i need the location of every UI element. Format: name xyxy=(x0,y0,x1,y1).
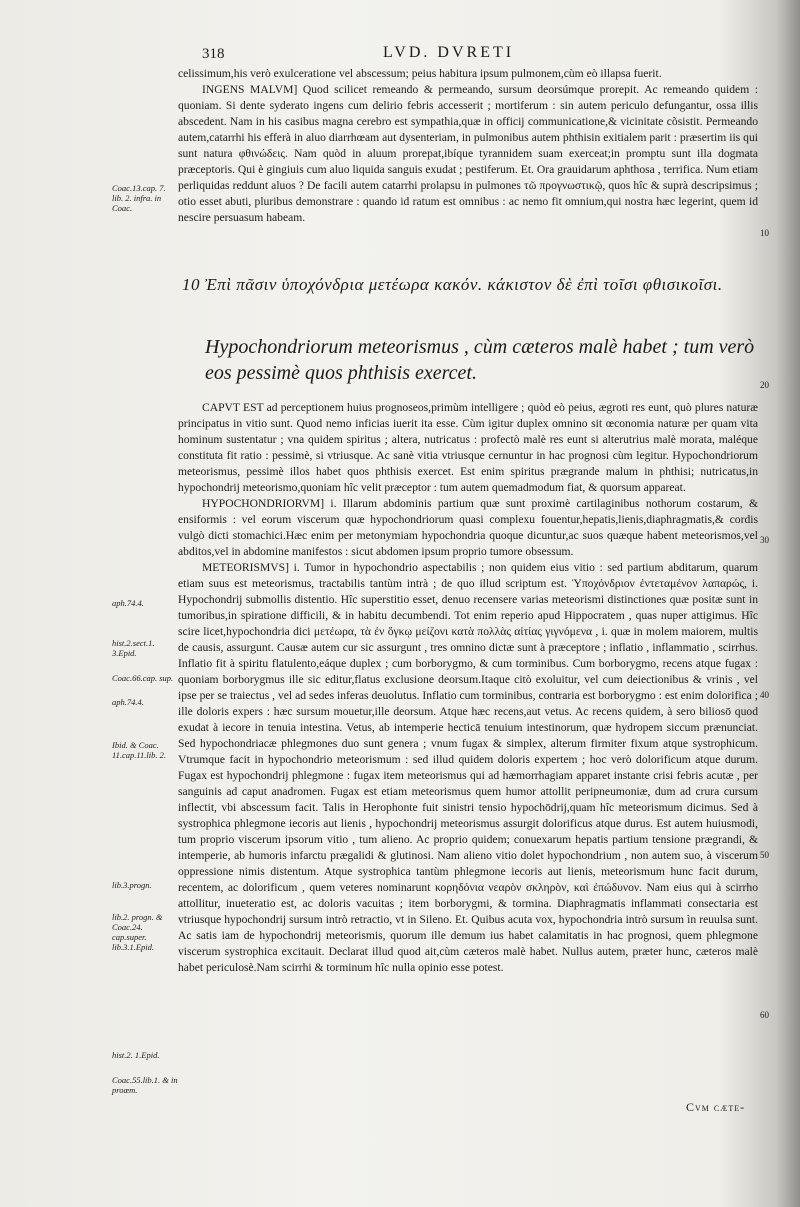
paragraph: CAPVT EST ad perceptionem huius prognoseos,primùm intelligere ; quòd eò peius, ægroti res eunt, quò plures naturæ principatus in vitio sunt. Quod nemo inficias iuerit ita esse. Cùm igitur duplex omnino sit œconomia naturæ per quam vita hominum sustentatur ; vna quidem spiritus ; altera, nutricatus : profectò malè res eunt si alterutrius malè morata, maléque constituta fit ratio : pessimè, si vtriusque. Ac sanè vitia vtriusque cernuntur in hac prognosi cùm legitur. Hypochondriorum meteorismus, pessimè illos habet quos phthisis exercet. Est enim spiritus prægrande malum in phthisi; nutricatus,in hypochondrij meteorismo,quoniam hîc velit præceptor : tum autem quemadmodum fiat, & quorsum appareat. xyxy=(178,401,758,494)
line-number: 40 xyxy=(760,690,769,700)
margin-note: Coac.13.cap. 7. lib. 2. infra. in Coac. xyxy=(112,183,166,213)
margin-note: Ibid. & Coac. 11.cap.11.lib. 2. xyxy=(112,740,166,760)
margin-note: hist.2.sect.1. 3.Epid. xyxy=(112,638,155,658)
margin-note: hist.2. 1.Epid. xyxy=(112,1050,160,1060)
commentary-section-2 xyxy=(178,400,758,976)
margin-note: lib.2. progn. & Coac.24. cap.super. lib.3.1.Epid. xyxy=(112,912,163,952)
latin-aphorism-heading: Hypochondriorum meteorismus , cùm cæteros malè habet ; tum verò eos pessimè quos phthisis exercet. xyxy=(205,336,755,384)
paragraph: celissimum,his verò exulceratione vel abscessum; peius habitura ipsum pulmonem,cùm eò illapsa fuerit. xyxy=(178,67,662,80)
margin-note: aph.74.4. xyxy=(112,598,144,608)
line-number: 50 xyxy=(760,850,769,860)
line-number: 60 xyxy=(760,1010,769,1020)
line-number: 10 xyxy=(760,228,769,238)
margin-note: Coac.55.lib.1. & in proœm. xyxy=(112,1075,178,1095)
paragraph: HYPOCHONDRIORVM] i. Illarum abdominis partium quæ sunt proximè cartilaginibus nothorum costarum, & ensiformis : vel eorum viscerum quæ hypochondriorum quasi complexu fouentur,hepatis,lienis,diaphragmatis,& cordis vulgò dicti stomachici.Hæc enim per metonymiam hypochondria quoque dicuntur,ac suos quæque habent meteorismos,vel abditos,vel in abdomine manifestos : sicut abdomen ipsum proprio tumore obsessum. xyxy=(178,497,758,558)
line-number: 20 xyxy=(760,380,769,390)
commentary-section-1 xyxy=(178,66,758,226)
running-head: LVD. DVRETI xyxy=(383,44,515,61)
paragraph: METEORISMVS] i. Tumor in hypochondrio aspectabilis ; non quidem eius vitio : sed partium abditarum, quarum etiam suus est meteorismus, tractabilis tantùm intrà ; de quo illud scriptum est. Ὑποχόνδριον ἐντεταμένον λαπαρώς, i. Hypochondrij submollis distentio. Hîc superstitio esset, denuo recensere varias meteorismi distinctiones quæ positæ sunt in tumoribus,in spiratione difficili, & in habitu decumbendi. Tot enim reperio apud Hippocratem , quas nuper attigimus. Hîc scire licet,hypochondria dici μετέωρα, τὰ ἐν ὄγκῳ μείζονι κατὰ πολλὰς αἰτίας γιγνόμενα , i. quæ in molem maiorem, multis de causis, assurgunt. Causæ autem cur sic assurgunt , tres omnino dictæ sunt à præceptore ; inflatio , inflammatio , scirrhus. Inflatio fit à spiritu flatulento,eáque duplex ; cum borborygmo, & cum torminibus. Cum borborygmo, recens atque fugax : quoniam borborygmus ille sic editur,flatus exclusione deorsum.Itaque citò exoluitur, vel cum deiectionibus & vrinis , vel ipse per se traiectus , vel ad sedes inferas deuolutus. Inflatio cum torminibus, contraria est borborygmo : est enim dolorifica ; ille doloris expers : hæc sursum mouetur,ille deorsum. Atque hæc recens,aut vetus. Ac recens quidem, à sero biliosō quod exudat à iecore in tenuia intestina. Vetus, ab intemperie hecticā tenuium intestinorum, quæ hydropem siccum prænunciat. Sed hypochondriacæ phlegmones duo sunt genera ; vnum fugax & simplex, alterum firmiter fixum atque systrophicum. Vtrumque facit in hypochondrio meteorismum : sed illud quidem doloris expertem ; hoc verò dolorificum atque durum. Fugax est hypochondrij phlegmone : fugax item meteorismus qui ad hæmorrhagiam apparet instante crisi febris acutæ , per sanguinis ad caput anadromen. Fugax est etiam meteorismus quem humor attollit peripneumoniæ, dum ad crura cursum inflectit, vbi abscessum facit. Talis in Herophonte fuit sinistri tensio hypochōdrij,quam hîc meteorismum dicimus. Sed à systrophica phlegmone iecoris aut lienis , hypochondrij meteorismus assurgit dolorificus atque durus. Est autem huiusmodi, tum proprio viscerum ipsorum vitio , tum alieno. Ac proprio quidem; conuexarum hepatis partium tensione prægrandi, & intemperie, ab humoris infarctu prægalidi & glutinosi. Nam alieno vitio dolet hypochondrium , non autem suo, à viscerum oppressione nimis distentum. Atque systrophica tantùm phlegmone iecoris aut lienis, meteorismum hunc facit durum, recentem, ac dolorificum , quem veteres nominarunt κορηδόνια νεαρὸν σκληρὸν, καὶ ἐπώδυνον. Nam eius qui à scirrho attollitur, inueteratio est, ac doloris vacuitas ; item borborygmi, & tormina. Diaphragmatis inflammati consectaria est vtriusque hypochondrij sursum intrò retractio, vt in Sileno. Et. Quibus acuta vox, hypochondria intrò sursum ìn reuulsa sunt. Ac satis iam de hypochondrij meteorismis, quorum ille demum ius habet calamitatis in hac prognosi, quem phlegmone viscerum systrophica excitauit. Declarat illud quod ait,cùm cæteros malè habet. Nullus autem, præter hunc, cæteros malè habet periculosè.Nam scirrhi & torminum hîc nulla opinio esse potest. xyxy=(178,561,758,974)
catchword: Cvm cæte- xyxy=(686,1100,746,1114)
margin-note: lib.3.progn. xyxy=(112,880,152,890)
line-number: 30 xyxy=(760,535,769,545)
page-number: 318 xyxy=(202,46,225,62)
margin-note: Coac.66.cap. sup. xyxy=(112,673,174,683)
greek-aphorism-heading: 10 Ἐπὶ πᾶσιν ὑποχόνδρια μετέωρα κακόν. κάκιστον δὲ ἐπὶ τοῖσι φθισικοῖσι. xyxy=(182,275,723,294)
paragraph: INGENS MALVM] Quod scilicet remeando & permeando, sursum deorsúmque prorepit. Ac remeando quidem : quoniam. Si dente syderato ingens cum delirio febris accesserit ; mortiferum : sin autem periculo defungantur, ossa illis abscedent. Nam in his casibus magna cerebro est sympathia,quæ in officij communicatione,& vicinitate cõsistit. Permeando autem,catarrhi his efferà in aluo diarrhœam aut dysenteriam, in pulmonibus autem phthisin exitialem parit : præsertim iis qui sunt natura φθινώδεις. Nam quòd in aluum prorepat,ibíque tyrannidem suam exerceat;in promptu sunt illa dogmata præceptoris. Qui è gingiuis cum aluo liquida sanguis exudat ; pestiferum. Et. Ora grauidarum aphthosa , terrifica. Num etiam perliquidas reddunt aluos ? De facili autem catarrhi prolapsu in pulmones τῶ προγνωστικῷ, quos hîc & suprà descripsimus ; otio esset abuti, pluribus demonstrare : quando id ratum est omnibus : ac nemo fit omnium,qui nostra hæc legerint, quem id nescire persuasum habeam. xyxy=(178,83,758,224)
margin-note: aph.74.4. xyxy=(112,697,144,707)
